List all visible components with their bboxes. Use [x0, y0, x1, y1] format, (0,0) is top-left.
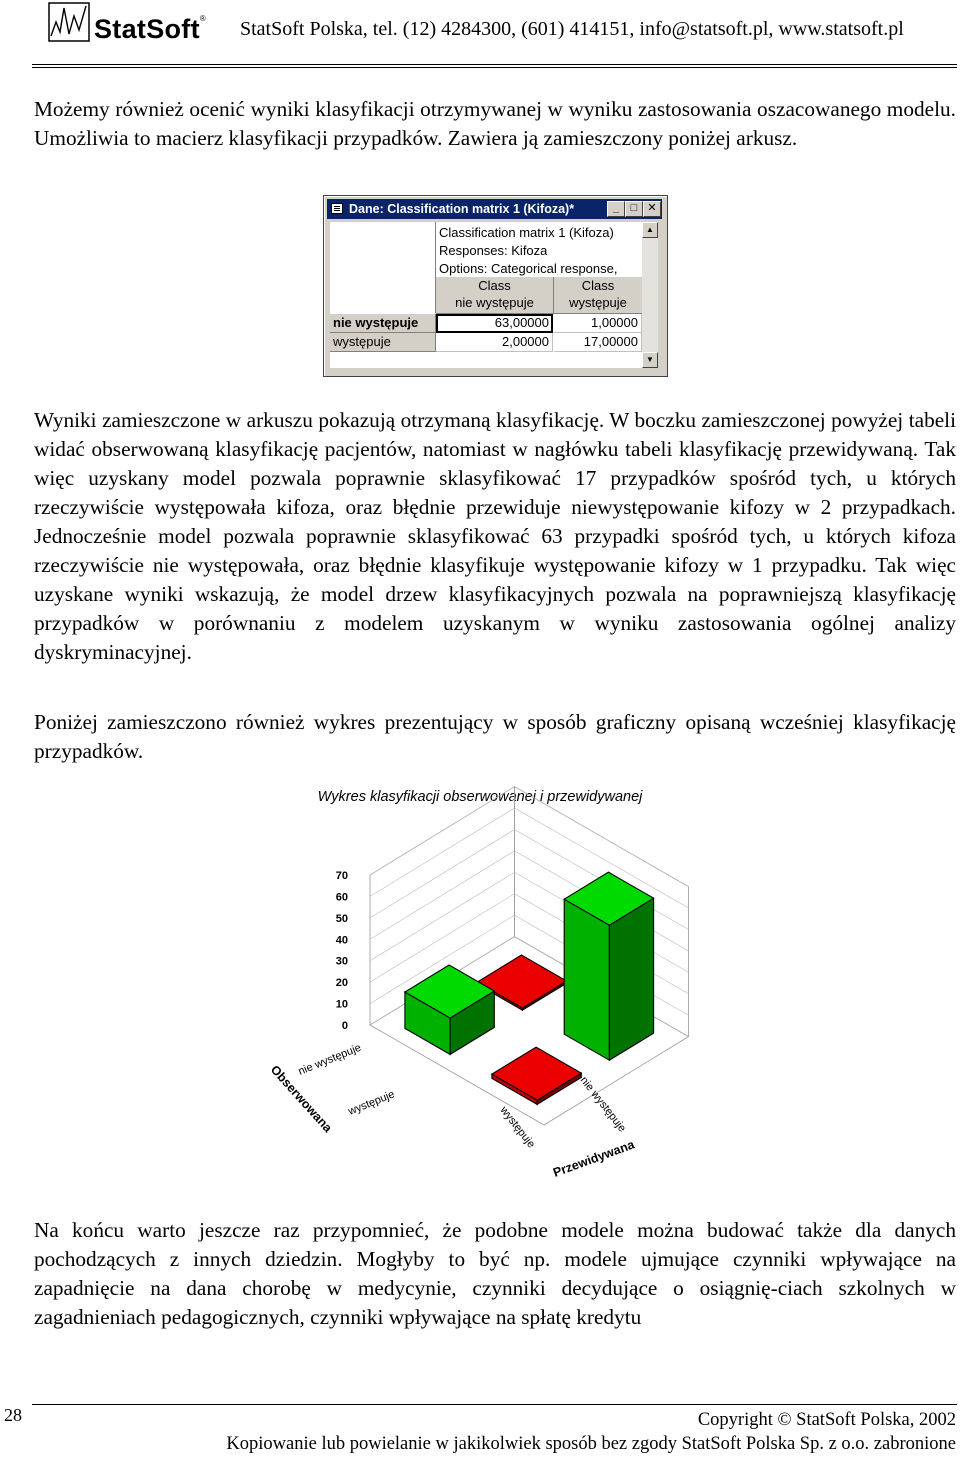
- chart-predicted-label: nie występuje: [577, 1074, 629, 1135]
- chart-title: Wykres klasyfikacji obserwowanej i przewidywanej: [317, 789, 643, 805]
- chart-bar-face: [564, 899, 609, 1060]
- scroll-up-icon[interactable]: ▲: [642, 222, 658, 238]
- chart-predicted-axis-title: Przewidywana: [551, 1137, 637, 1180]
- chart-observed-label: występuje: [346, 1088, 397, 1118]
- col-header-line: nie występuje: [455, 295, 534, 310]
- row-label-wystepuje[interactable]: występuje: [330, 333, 436, 352]
- paragraph-4: Na końcu warto jeszcze raz przypomnieć, że podobne modele można budować także dla danych pochodzących z innych dziedzin. Mogłyby to być np. modele ujmujące czynniki wpływające na zapadnięcie na dana chorobę w medycynie, czynniki decydujące o osiągnię-ciach szkolnych w zagadnieniach pedagogicznych, czynniki wpływające na spłatę kredytu: [34, 1218, 956, 1329]
- window-title: Dane: Classification matrix 1 (Kifoza)*: [349, 202, 575, 216]
- chart-bar: [564, 872, 653, 1060]
- header-rule: [32, 64, 957, 65]
- chart-bar: [492, 1047, 581, 1104]
- info-line-1: Classification matrix 1 (Kifoza): [439, 225, 614, 240]
- cell-r2-c1[interactable]: 2,00000: [436, 333, 553, 352]
- minimize-button[interactable]: _: [607, 201, 625, 217]
- copyright: Copyright © StatSoft Polska, 2002: [697, 1410, 956, 1430]
- vertical-scrollbar[interactable]: [642, 222, 658, 368]
- chart-z-tick: 20: [335, 977, 348, 990]
- col-header-line: występuje: [569, 295, 627, 310]
- paragraph-1: Możemy również ocenić wyniki klasyfikacji otrzymywanej w wyniku zastosowania oszacowanego modelu. Umożliwia to macierz klasyfikacji przypadków. Zawiera ją zamieszczony poniżej arkusz.: [34, 97, 956, 150]
- chart-canvas: [250, 785, 710, 1185]
- header-rule-2: [32, 67, 957, 68]
- spreadsheet-window[interactable]: [323, 195, 668, 377]
- chart-z-tick: 60: [335, 891, 348, 904]
- maximize-button[interactable]: □: [625, 201, 643, 217]
- chart-observed-axis-title: Obserwowana: [267, 1062, 335, 1135]
- footer-rule: [32, 1404, 957, 1405]
- statsoft-logo-icon: [48, 2, 90, 42]
- row-label-nie-wystepuje[interactable]: nie występuje: [330, 314, 436, 333]
- col-header-line: Class: [478, 278, 511, 293]
- col-header-wystepuje[interactable]: [554, 277, 643, 314]
- copy-notice: Kopiowanie lub powielanie w jakikolwiek sposób bez zgody StatSoft Polska Sp. z o.o. zabronione: [226, 1434, 956, 1454]
- chart-z-tick: 40: [335, 934, 348, 947]
- cell-r2-c2[interactable]: 17,00000: [554, 333, 642, 352]
- page-number: 28: [4, 1405, 22, 1425]
- chart-z-tick: 10: [335, 998, 348, 1011]
- chart-z-tick: 50: [335, 912, 348, 925]
- classification-chart: [250, 785, 710, 1185]
- chart-bar: [405, 965, 494, 1054]
- col-header-nie-wystepuje[interactable]: [436, 277, 554, 314]
- chart-gridline: [370, 787, 689, 887]
- cell-r1-c1[interactable]: 63,00000: [436, 314, 553, 333]
- chart-bar-face: [609, 898, 653, 1060]
- header-contact: StatSoft Polska, tel. (12) 4284300, (601) 414151, info@statsoft.pl, www.statsoft.pl: [240, 18, 904, 40]
- info-line-2: Responses: Kifoza: [439, 243, 548, 258]
- paragraph-2: Wyniki zamieszczone w arkuszu pokazują otrzymaną klasyfikację. W boczku zamieszczonej powyżej tabeli widać obserwowaną klasyfikację pacjentów, natomiast w nagłówku tabeli klasyfikację przewidywaną. Tak więc uzyskany model pozwala poprawnie sklasyfikować 17 przypadków spośród tych, u których rzeczywiście występowała kifoza, oraz błędnie przewiduje niewystępowanie kifozy w 2 przypadkach. Jednocześnie model pozwala poprawnie sklasyfikować 63 przypadki spośród tych, u których kifoza rzeczywiście nie występowała, oraz błędnie klasyfikuje występowanie kifozy w 1 przypadku. Tak więc uzyskane wyniki wskazują, że model drzew klasyfikacyjnych pozwala na poprawniejszą klasyfikację przypadków w porównaniu z modelem uzyskanym w wyniku zastosowania ogólnej analizy dyskryminacyjnej.: [34, 408, 956, 664]
- col-header-line: Class: [581, 278, 615, 293]
- chart-predicted-label: występuje: [497, 1104, 538, 1151]
- brand-name: StatSoft®: [94, 14, 207, 44]
- info-line-3: Options: Categorical response,: [439, 261, 618, 276]
- spreadsheet-icon: [331, 203, 343, 214]
- chart-z-tick: 30: [335, 955, 348, 968]
- chart-observed-label: nie występuje: [296, 1041, 363, 1078]
- chart-bar-face: [492, 1047, 581, 1100]
- grid-corner: [330, 222, 436, 313]
- cell-r1-c2[interactable]: 1,00000: [554, 314, 642, 333]
- scroll-down-icon[interactable]: ▼: [642, 352, 658, 368]
- chart-z-tick: 0: [341, 1020, 348, 1032]
- paragraph-3: Poniżej zamieszczono również wykres prezentujący w sposób graficzny opisaną wcześniej klasyfikację przypadków.: [34, 710, 956, 763]
- close-button[interactable]: ✕: [643, 201, 661, 217]
- statsoft-logo: [48, 2, 228, 48]
- chart-z-tick: 70: [335, 870, 348, 882]
- spreadsheet-grid[interactable]: [330, 222, 642, 368]
